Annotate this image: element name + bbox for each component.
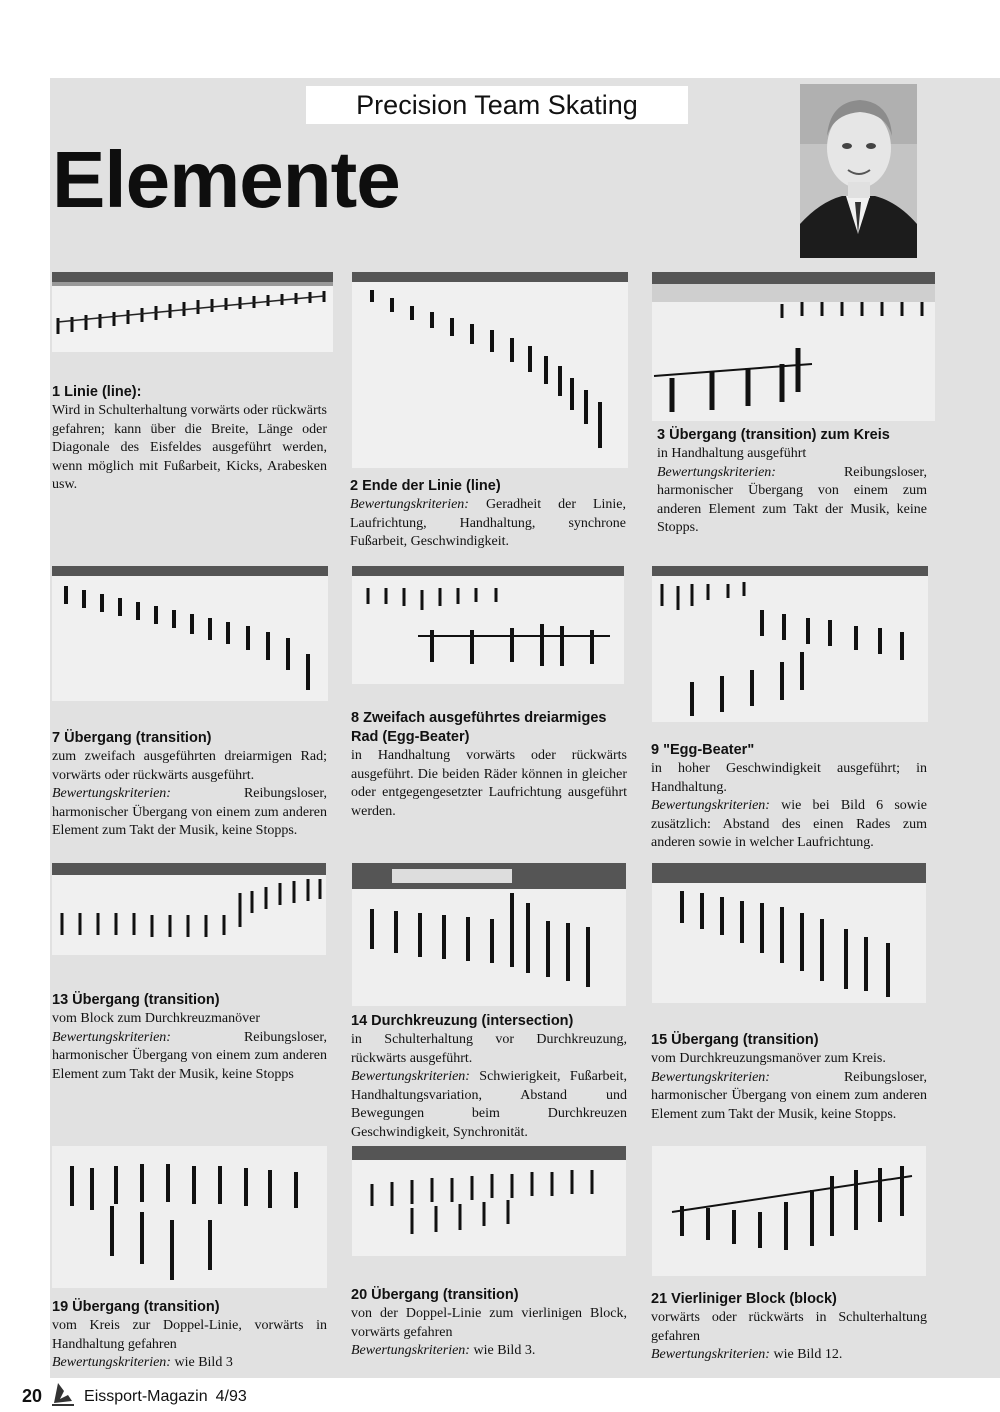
caption-criteria <box>52 1354 327 1373</box>
caption-text: vom Block zum Durchkreuzmanöver <box>52 1011 260 1026</box>
skating-photo-15 <box>652 863 926 1003</box>
criteria-text: wie Bild 3 <box>170 1355 233 1371</box>
caption-8 <box>351 709 627 821</box>
caption-1 <box>52 383 327 495</box>
criteria-text: wie bei Bild 6 sowie zusätzlich: Abstand des einen Rades zum anderen sowie in welcher Laufrichtung. <box>651 798 927 851</box>
criteria-label: Bewertungskriterien: <box>351 1343 470 1359</box>
caption-13 <box>52 991 327 1084</box>
skating-photo-9 <box>652 566 928 722</box>
caption-text: vom Kreis zur Doppel-Linie, vorwärts in Handhaltung gefahren <box>52 1318 327 1352</box>
caption-criteria <box>651 797 927 853</box>
criteria-label: Bewertungskriterien: <box>52 786 171 802</box>
caption-title: 15 Übergang (transition) <box>651 1032 819 1048</box>
criteria-label: Bewertungskriterien: <box>351 1069 470 1085</box>
criteria-label: Bewertungskriterien: <box>52 1355 171 1371</box>
page-number: 20 <box>22 1386 43 1406</box>
caption-criteria <box>651 1346 927 1365</box>
criteria-label: Bewertungskriterien: <box>52 1029 171 1045</box>
caption-14 <box>351 1012 627 1143</box>
criteria-text: Reibungsloser, harmonischer Übergang von einem zum anderen Element zum Takt der Musik, keine Stopps. <box>657 464 927 536</box>
skating-photo-8 <box>352 566 624 684</box>
skating-photo-20 <box>352 1146 626 1256</box>
caption-criteria <box>52 1029 327 1085</box>
skating-photo-7 <box>52 566 328 701</box>
criteria-text: Reibungsloser, harmonischer Übergang von einem zum anderen Element zum Takt der Musik, keine Stopps <box>52 1029 327 1082</box>
page-footer <box>22 1381 247 1412</box>
criteria-text: Reibungsloser, harmonischer Übergang von einem zum anderen Element zum Takt der Musik, keine Stopps. <box>52 786 327 839</box>
caption-title: 13 Übergang (transition) <box>52 992 220 1008</box>
caption-title: 3 Übergang (transition) zum Kreis <box>657 427 890 443</box>
caption-title: 14 Durchkreuzung (intersection) <box>351 1013 574 1029</box>
caption-text: in hoher Geschwindigkeit ausgeführt; in Handhaltung. <box>651 761 927 795</box>
skater-logo-icon <box>50 1381 76 1412</box>
caption-9 <box>651 741 927 853</box>
caption-text: Wird in Schulterhaltung vorwärts oder rückwärts gefahren; kann über die Breite, Länge oder Diagonale des Eisfeldes ausgeführt werden, wenn möglich mit Fußarbeit, Kicks, Arabesken usw. <box>52 403 327 493</box>
criteria-label: Bewertungskriterien: <box>657 464 776 480</box>
criteria-label: Bewertungskriterien: <box>350 497 469 512</box>
caption-criteria <box>52 785 327 841</box>
criteria-text: Reibungsloser, harmonischer Übergang von einem zum anderen Element zum Takt der Musik, keine Stopps. <box>651 1069 927 1122</box>
caption-title: 7 Übergang (transition) <box>52 730 212 746</box>
caption-19 <box>52 1298 327 1373</box>
caption-20 <box>351 1286 627 1361</box>
caption-21 <box>651 1290 927 1365</box>
caption-criteria <box>351 1342 627 1361</box>
criteria-text: wie Bild 3. <box>469 1343 536 1359</box>
section-header: Precision Team Skating <box>306 86 688 124</box>
caption-text: von der Doppel-Linie zum vierlinigen Block, vorwärts gefahren <box>351 1306 627 1340</box>
caption-title: 19 Übergang (transition) <box>52 1299 220 1315</box>
caption-3 <box>657 426 927 538</box>
criteria-text: Schwierigkeit, Fußarbeit, Handhaltungsvariation, Abstand und Bewegungen beim Durchkreuzen Geschwindigkeit, Synchronität. <box>351 1069 627 1140</box>
skating-photo-13 <box>52 863 326 955</box>
caption-criteria <box>351 1068 627 1142</box>
criteria-label: Bewertungskriterien: <box>651 798 770 814</box>
caption-15 <box>651 1031 927 1124</box>
caption-text: zum zweifach ausgeführten dreiarmigen Rad; vorwärts oder rückwärts ausgeführt. <box>52 749 327 783</box>
caption-title: 8 Zweifach ausgeführtes dreiarmiges Rad (Egg-Beater) <box>351 710 607 745</box>
magazine-name: Eissport-Magazin <box>84 1387 208 1405</box>
caption-criteria <box>350 496 626 552</box>
caption-criteria <box>651 1069 927 1125</box>
caption-title: 9 "Egg-Beater" <box>651 742 755 758</box>
caption-text: vom Durchkreuzungsmanöver zum Kreis. <box>651 1051 886 1066</box>
author-portrait <box>800 84 917 258</box>
criteria-text: Geradheit der Linie, Laufrichtung, Handhaltung, synchrone Fußarbeit, Geschwindigkeit. <box>350 497 626 550</box>
caption-title: 1 Linie (line): <box>52 384 142 400</box>
caption-title: 20 Übergang (transition) <box>351 1287 519 1303</box>
caption-text: in Handhaltung ausgeführt <box>657 446 807 461</box>
skating-photo-1 <box>52 272 333 352</box>
caption-title: 21 Vierliniger Block (block) <box>651 1291 837 1307</box>
criteria-text: wie Bild 12. <box>769 1347 843 1363</box>
caption-text: in Schulterhaltung vor Durchkreuzung, rückwärts ausgeführt. <box>351 1032 627 1066</box>
skating-photo-3 <box>652 272 935 421</box>
criteria-label: Bewertungskriterien: <box>651 1347 770 1363</box>
caption-7 <box>52 729 327 841</box>
caption-text: vorwärts oder rückwärts in Schulterhaltung gefahren <box>651 1310 927 1344</box>
criteria-label: Bewertungskriterien: <box>651 1069 770 1085</box>
magazine-issue: 4/93 <box>215 1387 247 1405</box>
page-title: Elemente <box>52 135 400 224</box>
caption-2 <box>350 477 626 552</box>
skating-photo-19 <box>52 1146 327 1288</box>
skating-photo-14 <box>352 863 626 1006</box>
caption-title: 2 Ende der Linie (line) <box>350 478 501 494</box>
skating-photo-21 <box>652 1146 926 1276</box>
caption-criteria <box>657 464 927 538</box>
caption-text: in Handhaltung vorwärts oder rückwärts ausgeführt. Die beiden Räder können in gleicher oder entgegengesetzter Laufrichtung ausgeführt werden. <box>351 748 627 819</box>
skating-photo-2 <box>352 272 628 468</box>
